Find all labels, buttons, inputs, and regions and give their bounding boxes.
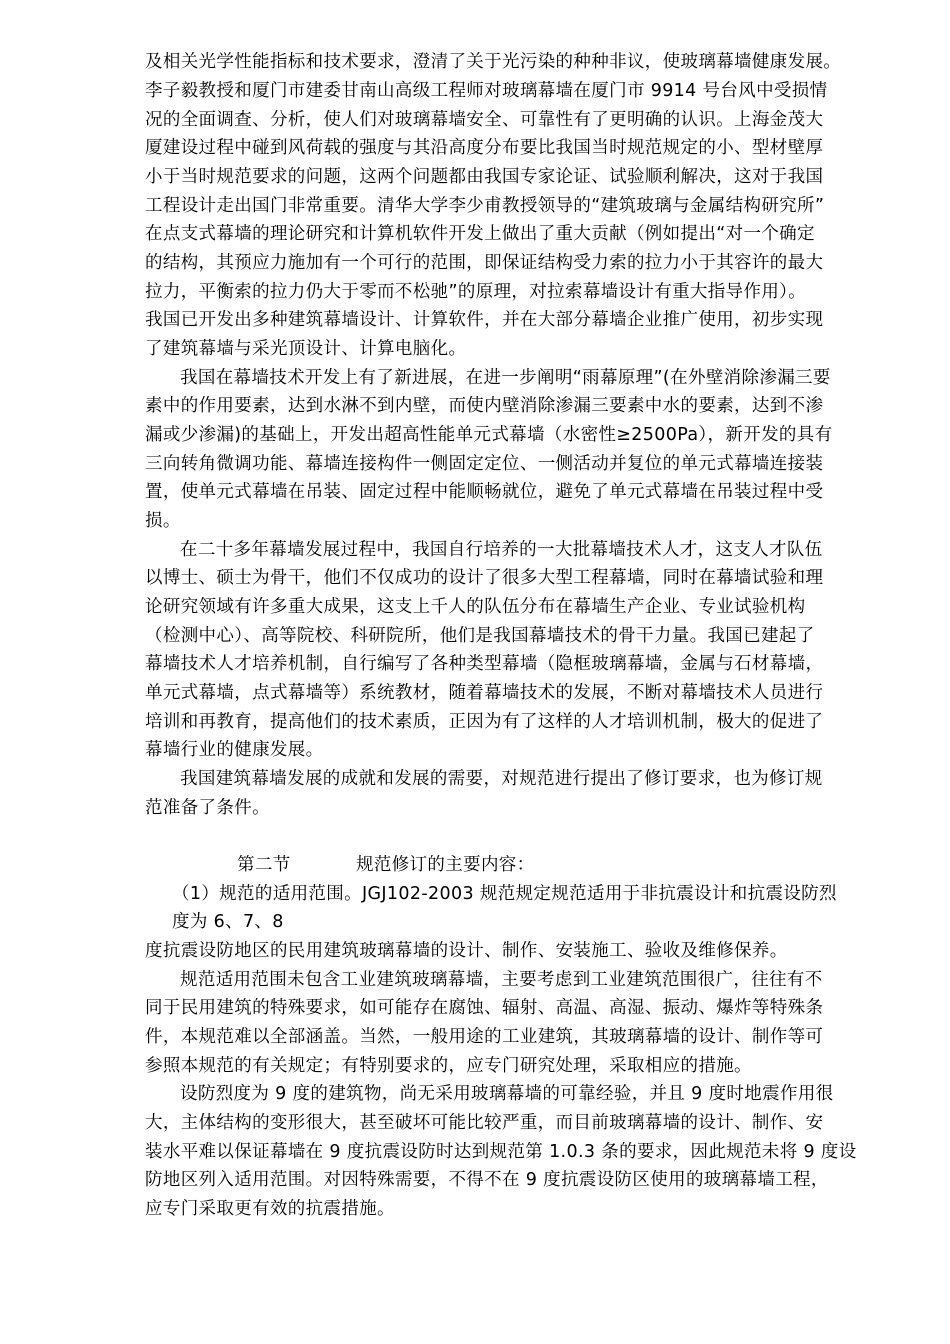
- paragraph-line: 在二十多年幕墙发展过程中，我国自行培养的一大批幕墙技术人才，这支人才队伍: [180, 540, 823, 560]
- paragraph-line: 我国在幕墙技术开发上有了新进展，在进一步阐明“雨幕原理”(在外壁消除渗漏三要: [180, 368, 831, 388]
- paragraph-line: 以博士、硕士为骨干，他们不仅成功的设计了很多大型工程幕墙，同时在幕墙试验和理: [145, 568, 824, 588]
- paragraph-line: 损。: [145, 511, 181, 531]
- paragraph-line: 论研究领域有许多重大成果，这支上千人的队伍分布在幕墙生产企业、专业试验机构: [145, 597, 806, 617]
- paragraph-line: 规范适用范围未包含工业建筑玻璃幕墙，主要考虑到工业建筑范围很广，往往有不: [180, 970, 823, 990]
- paragraph-line: 况的全面调查、分析，使人们对玻璃幕墙安全、可靠性有了更明确的认识。上海金茂大: [145, 110, 824, 130]
- paragraph-line: 大，主体结构的变形很大，甚至破坏可能比较严重，而目前玻璃幕墙的设计、制作、安: [145, 1113, 824, 1133]
- paragraph-line: 度抗震设防地区的民用建筑玻璃幕墙的设计、制作、安装施工、验收及维修保养。: [145, 941, 788, 961]
- paragraph-line: 的结构，其预应力施加有一个可行的范围，即保证结构受力索的拉力小于其容许的最大: [145, 253, 824, 273]
- paragraph-line: （检测中心）、高等院校、科研院所，他们是我国幕墙技术的骨干力量。我国已建起了: [145, 626, 815, 646]
- paragraph-line: 拉力，平衡索的拉力仍大于零而不松驰”的原理，对拉索幕墙设计有重大指导作用）。: [145, 282, 807, 302]
- paragraph-line: （1）规范的适用范围。JGJ102-2003 规范规定规范适用于非抗震设计和抗震设防烈: [172, 884, 837, 904]
- paragraph-line: 小于当时规范要求的问题，这两个问题都由我国专家论证、试验顺利解决，这对于我国: [145, 167, 824, 187]
- paragraph-line: 应专门采取更有效的抗震措施。: [145, 1199, 395, 1219]
- paragraph-line: 装水平难以保证幕墙在 9 度抗震设防时达到规范第 1.0.3 条的要求，因此规范未将 9 度设: [145, 1142, 857, 1162]
- paragraph-line: 范准备了条件。: [145, 798, 270, 818]
- paragraph-line: 李子毅教授和厦门市建委甘南山高级工程师对玻璃幕墙在厦门市 9914 号台风中受损情: [145, 81, 828, 101]
- paragraph-line: 置，使单元式幕墙在吊装、固定过程中能顺畅就位，避免了单元式幕墙在吊装过程中受: [145, 482, 824, 502]
- paragraph-line: 同于民用建筑的特殊要求，如可能存在腐蚀、辐射、高温、高湿、振动、爆炸等特殊条: [145, 998, 824, 1018]
- paragraph-line: 防地区列入适用范围。对因特殊需要，不得不在 9 度抗震设防区使用的玻璃幕墙工程，: [145, 1170, 829, 1190]
- paragraph-line: 我国已开发出多种建筑幕墙设计、计算软件，并在大部分幕墙企业推广使用，初步实现: [145, 310, 824, 330]
- paragraph-line: 参照本规范的有关规定；有特别要求的，应专门研究处理，采取相应的措施。: [145, 1056, 752, 1076]
- paragraph-line: 单元式幕墙，点式幕墙等）系统教材，随着幕墙技术的发展，不断对幕墙技术人员进行: [145, 683, 824, 703]
- paragraph-line: 度为 6、7、8: [172, 912, 284, 932]
- paragraph-line: 在点支式幕墙的理论研究和计算机软件开发上做出了重大贡献（例如提出“对一个确定: [145, 224, 815, 244]
- section-title: 规范修订的主要内容：: [356, 855, 535, 875]
- paragraph-line: 设防烈度为 9 度的建筑物，尚无采用玻璃幕墙的可靠经验，并且 9 度时地震作用很: [180, 1084, 834, 1104]
- paragraph-line: 我国建筑幕墙发展的成就和发展的需要，对规范进行提出了修订要求，也为修订规: [180, 769, 823, 789]
- paragraph-line: 培训和再教育，提高他们的技术素质，正因为有了这样的人才培训机制，极大的促进了: [145, 712, 824, 732]
- paragraph-line: 三向转角微调功能、幕墙连接构件一侧固定定位、一侧活动并复位的单元式幕墙连接装: [145, 454, 824, 474]
- paragraph-line: 幕墙技术人才培养机制，自行编写了各种类型幕墙（隐框玻璃幕墙，金属与石材幕墙，: [145, 654, 824, 674]
- paragraph-line: 了建筑幕墙与采光顶设计、计算电脑化。: [145, 339, 467, 359]
- paragraph-line: 件，本规范难以全部涵盖。当然，一般用途的工业建筑，其玻璃幕墙的设计、制作等可: [145, 1027, 824, 1047]
- paragraph-line: 厦建设过程中碰到风荷载的强度与其沿高度分布要比我国当时规范规定的小、型材壁厚: [145, 138, 824, 158]
- paragraph-line: 幕墙行业的健康发展。: [145, 740, 324, 760]
- paragraph-line: 工程设计走出国门非常重要。清华大学李少甫教授领导的“建筑玻璃与金属结构研究所”: [145, 196, 825, 216]
- paragraph-line: 漏或少渗漏)的基础上，开发出超高性能单元式幕墙（水密性≥2500Pa），新开发的具有: [145, 425, 833, 445]
- section-number: 第二节: [237, 855, 291, 875]
- paragraph-line: 素中的作用要素，达到水淋不到内壁，而使内壁消除渗漏三要素中水的要素，达到不渗: [145, 396, 824, 416]
- paragraph-line: 及相关光学性能指标和技术要求，澄清了关于光污染的种种非议，使玻璃幕墙健康发展。: [145, 52, 842, 72]
